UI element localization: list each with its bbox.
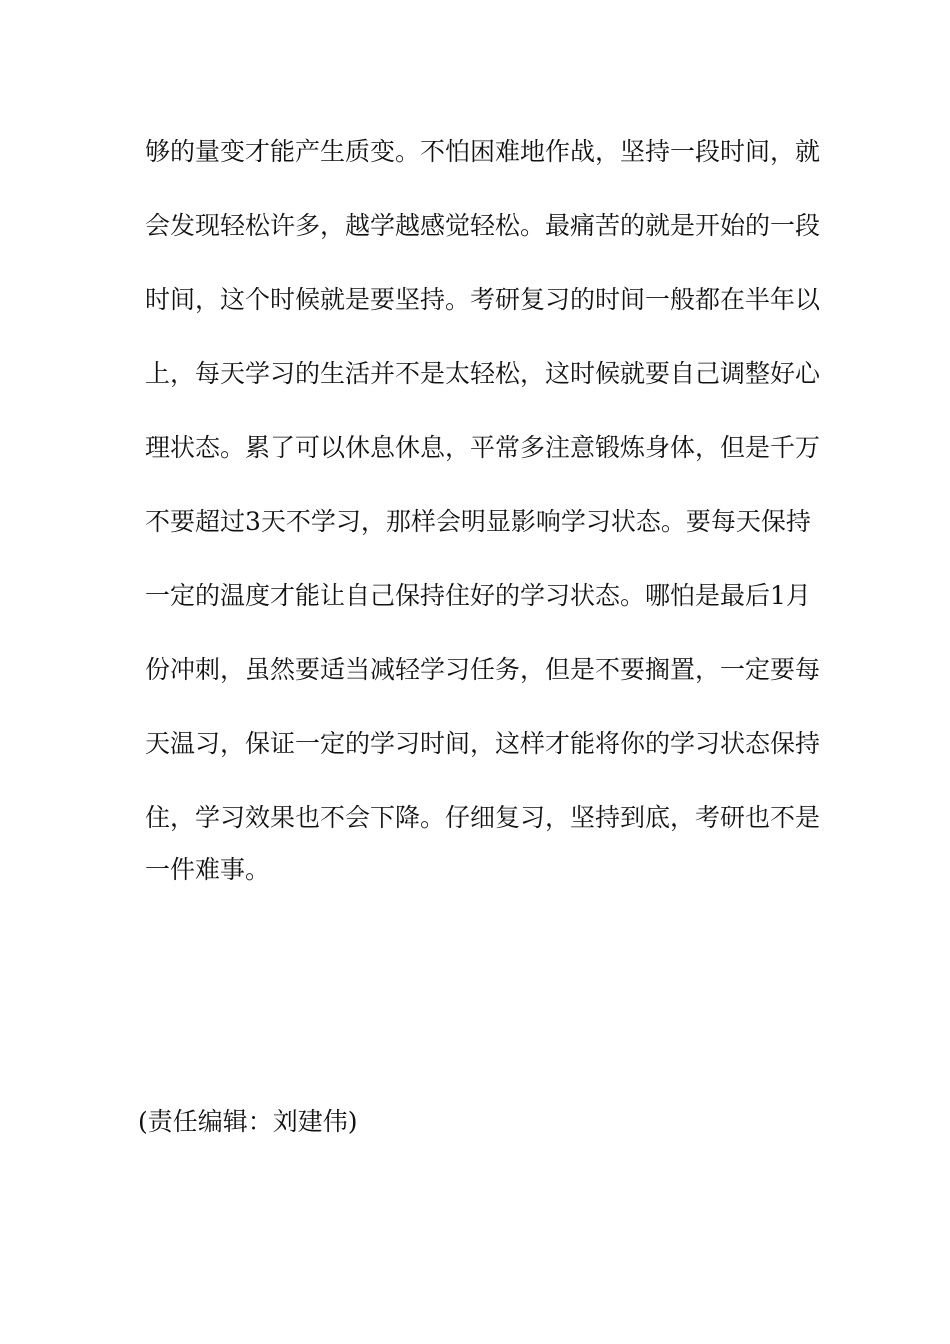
- paragraph-line: 时间，这个时候就是要坚持。考研复习的时间一般都在半年以: [145, 285, 821, 314]
- paragraph-line: 天温习，保证一定的学习时间，这样才能将你的学习状态保持: [145, 729, 821, 758]
- paragraph-line: 上，每天学习的生活并不是太轻松，这时候就要自己调整好心: [145, 359, 821, 388]
- paragraph-line: 不要超过3天不学习，那样会明显影响学习状态。要每天保持: [145, 507, 811, 536]
- paragraph-line: 会发现轻松许多，越学越感觉轻松。最痛苦的就是开始的一段: [145, 211, 821, 240]
- paragraph-line: 份冲刺，虽然要适当减轻学习任务，但是不要搁置，一定要每: [145, 655, 821, 684]
- paragraph-line-last: 一件难事。: [145, 855, 271, 884]
- paragraph-line: 理状态。累了可以休息休息，平常多注意锻炼身体，但是千万: [145, 433, 821, 462]
- paragraph-line: 够的量变才能产生质变。不怕困难地作战，坚持一段时间，就: [145, 137, 821, 166]
- paragraph-line: 一定的温度才能让自己保持住好的学习状态。哪怕是最后1月: [145, 581, 811, 610]
- editor-credit: (责任编辑：刘建伟): [138, 1107, 358, 1136]
- paragraph-line: 住，学习效果也不会下降。仔细复习，坚持到底，考研也不是: [145, 803, 821, 832]
